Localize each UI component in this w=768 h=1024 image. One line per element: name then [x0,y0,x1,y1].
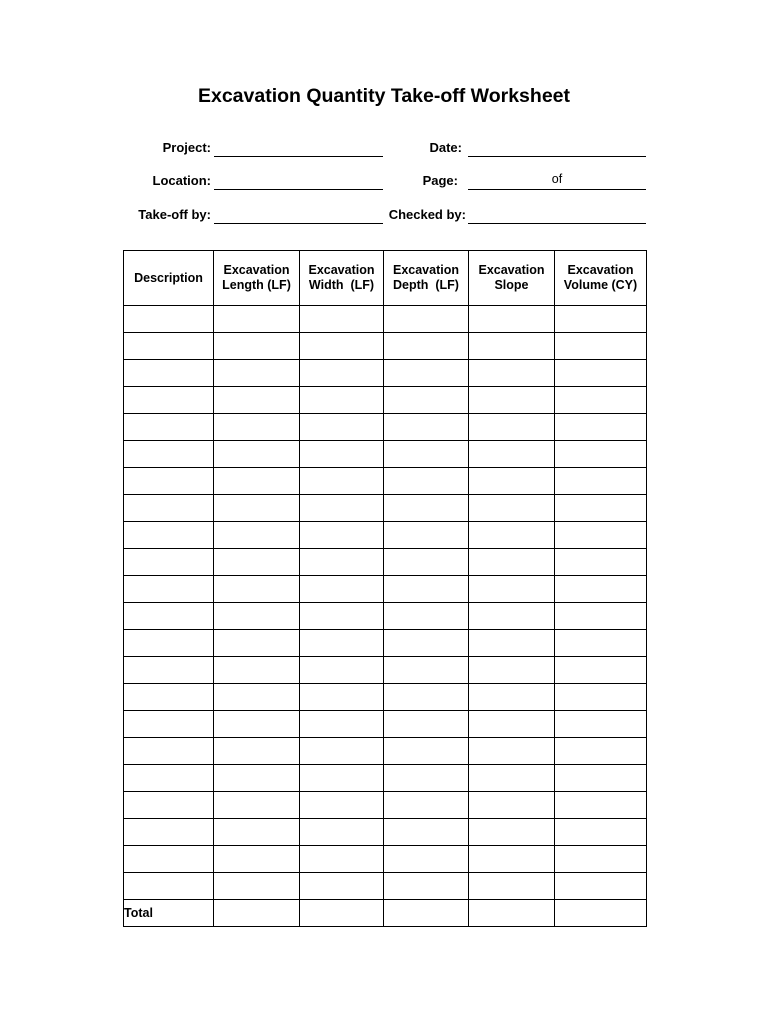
page-of-text: of [551,172,563,186]
table-cell[interactable] [555,603,647,630]
table-cell[interactable] [214,684,300,711]
table-cell[interactable] [555,765,647,792]
table-cell[interactable] [300,846,384,873]
table-cell[interactable] [300,468,384,495]
total-cell[interactable] [214,900,300,927]
table-cell[interactable] [555,630,647,657]
table-row [124,549,647,576]
table-cell[interactable] [469,630,555,657]
table-cell[interactable] [124,711,214,738]
table-row [124,333,647,360]
table-cell[interactable] [469,792,555,819]
header-slope: Excavation Slope [469,251,555,306]
total-label: Total [124,900,214,927]
table-cell[interactable] [214,576,300,603]
table-cell[interactable] [124,306,214,333]
table-cell[interactable] [124,360,214,387]
total-cell[interactable] [469,900,555,927]
table-cell[interactable] [124,414,214,441]
table-cell[interactable] [214,873,300,900]
location-field[interactable] [214,189,383,190]
table-cell[interactable] [300,522,384,549]
table-cell[interactable] [214,306,300,333]
table-cell[interactable] [124,684,214,711]
table-cell[interactable] [214,414,300,441]
total-cell[interactable] [555,900,647,927]
table-cell[interactable] [124,549,214,576]
table-cell[interactable] [469,549,555,576]
table-cell[interactable] [300,873,384,900]
table-cell[interactable] [214,819,300,846]
header-depth: Excavation Depth (LF) [384,251,469,306]
table-cell[interactable] [214,738,300,765]
checked-by-field[interactable] [468,223,646,224]
table-cell[interactable] [300,684,384,711]
table-cell[interactable] [384,306,469,333]
table-cell[interactable] [555,549,647,576]
table-cell[interactable] [124,468,214,495]
table-row [124,441,647,468]
table-cell[interactable] [214,711,300,738]
table-cell[interactable] [124,495,214,522]
table-cell[interactable] [555,495,647,522]
table-row [124,819,647,846]
table-cell[interactable] [384,603,469,630]
table-cell[interactable] [384,657,469,684]
table-cell[interactable] [214,603,300,630]
table-cell[interactable] [469,873,555,900]
table-cell[interactable] [384,441,469,468]
table-row [124,360,647,387]
table-cell[interactable] [555,738,647,765]
table-row [124,738,647,765]
table-cell[interactable] [300,549,384,576]
table-cell[interactable] [384,522,469,549]
table-row [124,387,647,414]
table-cell[interactable] [300,360,384,387]
table-cell[interactable] [214,549,300,576]
checked-by-label: Checked by: [388,207,466,222]
takeoff-by-field[interactable] [214,223,383,224]
table-cell[interactable] [300,738,384,765]
table-cell[interactable] [384,711,469,738]
table-cell[interactable] [300,630,384,657]
table-row [124,576,647,603]
table-cell[interactable] [124,873,214,900]
table-cell[interactable] [384,333,469,360]
table-cell[interactable] [124,333,214,360]
table-cell[interactable] [214,522,300,549]
table-row [124,414,647,441]
table-cell[interactable] [555,711,647,738]
table-cell[interactable] [214,765,300,792]
table-cell[interactable] [469,333,555,360]
page-label: Page: [422,173,458,188]
table-cell[interactable] [214,495,300,522]
worksheet-title: Excavation Quantity Take-off Worksheet [197,85,571,107]
table-cell[interactable] [555,846,647,873]
table-cell[interactable] [555,387,647,414]
takeoff-table [123,250,647,927]
table-cell[interactable] [384,684,469,711]
table-cell[interactable] [124,819,214,846]
table-cell[interactable] [214,468,300,495]
table-row [124,603,647,630]
table-row [124,495,647,522]
table-row [124,522,647,549]
table-cell[interactable] [469,576,555,603]
table-cell[interactable] [384,549,469,576]
table-cell[interactable] [555,306,647,333]
table-cell[interactable] [384,846,469,873]
table-cell[interactable] [214,792,300,819]
table-cell[interactable] [124,630,214,657]
table-cell[interactable] [300,819,384,846]
table-cell[interactable] [469,306,555,333]
table-cell[interactable] [384,468,469,495]
table-row [124,468,647,495]
total-row [124,900,647,927]
table-cell[interactable] [300,441,384,468]
table-cell[interactable] [300,306,384,333]
table-row [124,846,647,873]
table-cell[interactable] [469,711,555,738]
table-cell[interactable] [384,360,469,387]
table-cell[interactable] [469,738,555,765]
table-cell[interactable] [124,441,214,468]
table-cell[interactable] [469,819,555,846]
table-row [124,873,647,900]
table-cell[interactable] [469,360,555,387]
table-cell[interactable] [300,792,384,819]
table-cell[interactable] [214,630,300,657]
table-row [124,792,647,819]
table-cell[interactable] [384,738,469,765]
table-cell[interactable] [124,576,214,603]
table-cell[interactable] [300,387,384,414]
table-cell[interactable] [469,495,555,522]
table-cell[interactable] [214,657,300,684]
table-cell[interactable] [555,414,647,441]
table-cell[interactable] [384,765,469,792]
table-row [124,630,647,657]
project-label: Project: [162,140,211,155]
table-cell[interactable] [469,657,555,684]
header-length: Excavation Length (LF) [214,251,300,306]
table-cell[interactable] [384,873,469,900]
table-cell[interactable] [384,495,469,522]
table-cell[interactable] [214,360,300,387]
table-cell[interactable] [469,441,555,468]
total-cell[interactable] [300,900,384,927]
table-cell[interactable] [469,468,555,495]
table-cell[interactable] [384,576,469,603]
table-cell[interactable] [555,333,647,360]
table-cell[interactable] [124,522,214,549]
date-label: Date: [429,140,462,155]
table-cell[interactable] [384,819,469,846]
location-label: Location: [152,173,211,188]
table-cell[interactable] [555,792,647,819]
project-field[interactable] [214,156,383,157]
table-cell[interactable] [124,738,214,765]
table-row [124,711,647,738]
table-cell[interactable] [555,576,647,603]
table-row [124,657,647,684]
table-cell[interactable] [300,414,384,441]
table-cell[interactable] [469,522,555,549]
header-description: Description [124,251,214,306]
table-cell[interactable] [469,603,555,630]
table-row [124,306,647,333]
table-cell[interactable] [124,792,214,819]
takeoff-by-label: Take-off by: [138,207,211,222]
table-cell[interactable] [214,387,300,414]
table-row [124,765,647,792]
table-cell[interactable] [124,765,214,792]
table-cell[interactable] [555,468,647,495]
table-cell[interactable] [214,846,300,873]
table-cell[interactable] [300,711,384,738]
table-cell[interactable] [124,603,214,630]
table-cell[interactable] [555,522,647,549]
table-cell[interactable] [555,819,647,846]
table-cell[interactable] [124,387,214,414]
table-cell[interactable] [384,792,469,819]
header-width: Excavation Width (LF) [300,251,384,306]
table-cell[interactable] [300,495,384,522]
table-cell[interactable] [555,684,647,711]
table-cell[interactable] [300,657,384,684]
table-cell[interactable] [384,630,469,657]
table-cell[interactable] [469,765,555,792]
table-cell[interactable] [124,657,214,684]
table-cell[interactable] [300,765,384,792]
table-row [124,684,647,711]
table-cell[interactable] [214,441,300,468]
table-cell[interactable] [555,657,647,684]
table-cell[interactable] [300,603,384,630]
table-cell[interactable] [469,684,555,711]
table-cell[interactable] [469,846,555,873]
date-field[interactable] [468,156,646,157]
table-cell[interactable] [469,414,555,441]
table-cell[interactable] [384,414,469,441]
table-cell[interactable] [124,846,214,873]
page-field[interactable] [468,189,646,190]
table-cell[interactable] [555,873,647,900]
table-cell[interactable] [384,387,469,414]
table-cell[interactable] [300,576,384,603]
header-row [124,251,647,306]
total-cell[interactable] [384,900,469,927]
table-cell[interactable] [214,333,300,360]
table-cell[interactable] [555,441,647,468]
header-volume: Excavation Volume (CY) [555,251,647,306]
table-cell[interactable] [555,360,647,387]
table-cell[interactable] [469,387,555,414]
table-cell[interactable] [300,333,384,360]
